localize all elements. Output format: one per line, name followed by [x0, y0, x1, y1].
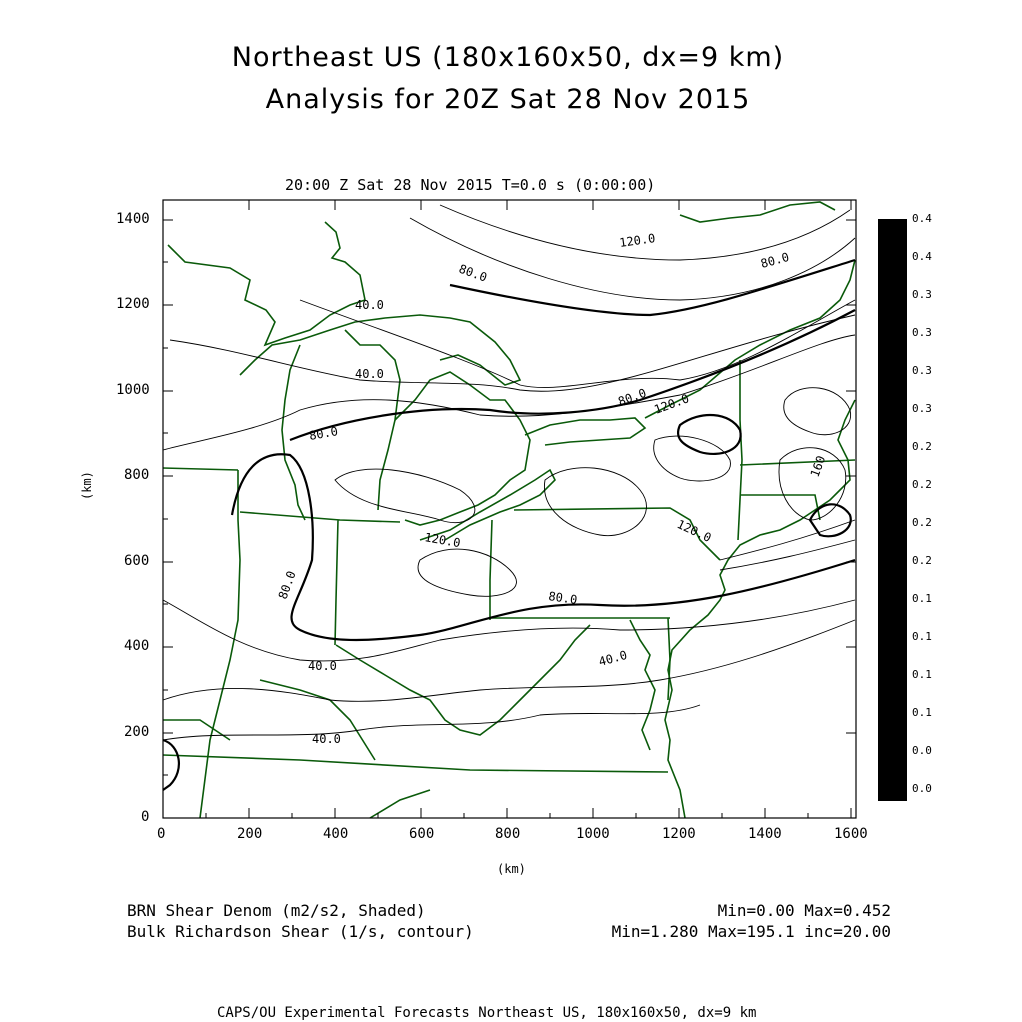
x-tick-label: 1600 — [834, 826, 868, 842]
x-tick-label: 1200 — [662, 826, 696, 842]
contour-label: 40.0 — [355, 367, 384, 381]
ohio-river — [336, 625, 590, 735]
plot-title-line1: Northeast US (180x160x50, dx=9 km) — [231, 42, 785, 73]
color-bar-label: 0.3 — [912, 326, 932, 339]
color-bar-label: 0.0 — [912, 744, 932, 757]
y-tick-label: 400 — [124, 638, 150, 654]
y-tick-label: 1000 — [116, 382, 150, 398]
contour-label: 80.0 — [616, 385, 649, 409]
color-bar-label: 0.4 — [912, 212, 932, 225]
x-tick-label: 400 — [323, 826, 349, 842]
contour-label: 40.0 — [597, 647, 629, 669]
lake-huron-outline — [395, 372, 530, 525]
x-tick-label: 200 — [237, 826, 263, 842]
x-axis-label: (km) — [497, 862, 526, 876]
color-bar-label: 0.0 — [912, 782, 932, 795]
lake-superior-outline — [168, 222, 365, 345]
y-tick-label: 600 — [124, 553, 150, 569]
color-bar-label: 0.4 — [912, 250, 932, 263]
y-axis-label: (km) — [80, 471, 94, 500]
x-tick-label: 1000 — [576, 826, 610, 842]
lake-ontario-outline — [525, 418, 645, 445]
contour-label: 40.0 — [308, 659, 337, 673]
contour-label: 40.0 — [312, 732, 341, 746]
color-bar-labels — [912, 212, 970, 804]
contour-label: 80.0 — [275, 569, 299, 602]
x-tick-label: 600 — [409, 826, 435, 842]
contour-label: 40.0 — [355, 298, 384, 312]
contour-label: 160 — [807, 453, 829, 480]
shaded-field-label: BRN Shear Denom (m2/s2, Shaded) — [127, 901, 426, 920]
contour-label: 80.0 — [456, 261, 489, 285]
contour-field-stats: Min=1.280 Max=195.1 inc=20.00 — [611, 922, 891, 941]
color-bar-label: 0.1 — [912, 630, 932, 643]
geographic-boundaries — [163, 202, 855, 818]
x-tick-label: 1400 — [748, 826, 782, 842]
color-bar-label: 0.1 — [912, 706, 932, 719]
contour-label: 120.0 — [618, 231, 657, 250]
color-bar — [878, 219, 907, 801]
footer-credit: CAPS/OU Experimental Forecasts Northeast US, 180x160x50, dx=9 km — [217, 1005, 757, 1021]
color-bar-label: 0.2 — [912, 440, 932, 453]
contour-label: 80.0 — [759, 249, 791, 271]
chesapeake-outline — [630, 620, 655, 750]
y-tick-label: 1200 — [116, 296, 150, 312]
y-tick-label: 200 — [124, 724, 150, 740]
contour-label: 120.0 — [674, 517, 714, 545]
color-bar-label: 0.2 — [912, 554, 932, 567]
y-tick-label: 1400 — [116, 211, 150, 227]
color-bar-label: 0.1 — [912, 668, 932, 681]
color-bar-label: 0.1 — [912, 592, 932, 605]
contour-label: 120.0 — [423, 530, 462, 551]
northern-coast-outline — [680, 202, 835, 222]
y-tick-label: 0 — [141, 809, 150, 825]
shear-contours — [163, 205, 855, 740]
shaded-field-stats: Min=0.00 Max=0.452 — [717, 901, 891, 920]
color-bar-label: 0.3 — [912, 288, 932, 301]
x-tick-label: 0 — [157, 826, 166, 842]
contour-field-label: Bulk Richardson Shear (1/s, contour) — [127, 922, 474, 941]
color-bar-label: 0.2 — [912, 516, 932, 529]
contour-label: 120.0 — [652, 391, 691, 417]
plot-title-line2: Analysis for 20Z Sat 28 Nov 2015 — [265, 84, 751, 115]
color-bar-label: 0.3 — [912, 364, 932, 377]
lake-erie-outline — [420, 470, 555, 540]
contour-label: 80.0 — [547, 589, 579, 607]
valid-time-label: 20:00 Z Sat 28 Nov 2015 T=0.0 s (0:00:00) — [285, 176, 656, 194]
contour-label: 80.0 — [308, 424, 339, 443]
color-bar-label: 0.3 — [912, 402, 932, 415]
color-bar-label: 0.2 — [912, 478, 932, 491]
y-tick-label: 800 — [124, 467, 150, 483]
x-tick-label: 800 — [495, 826, 521, 842]
